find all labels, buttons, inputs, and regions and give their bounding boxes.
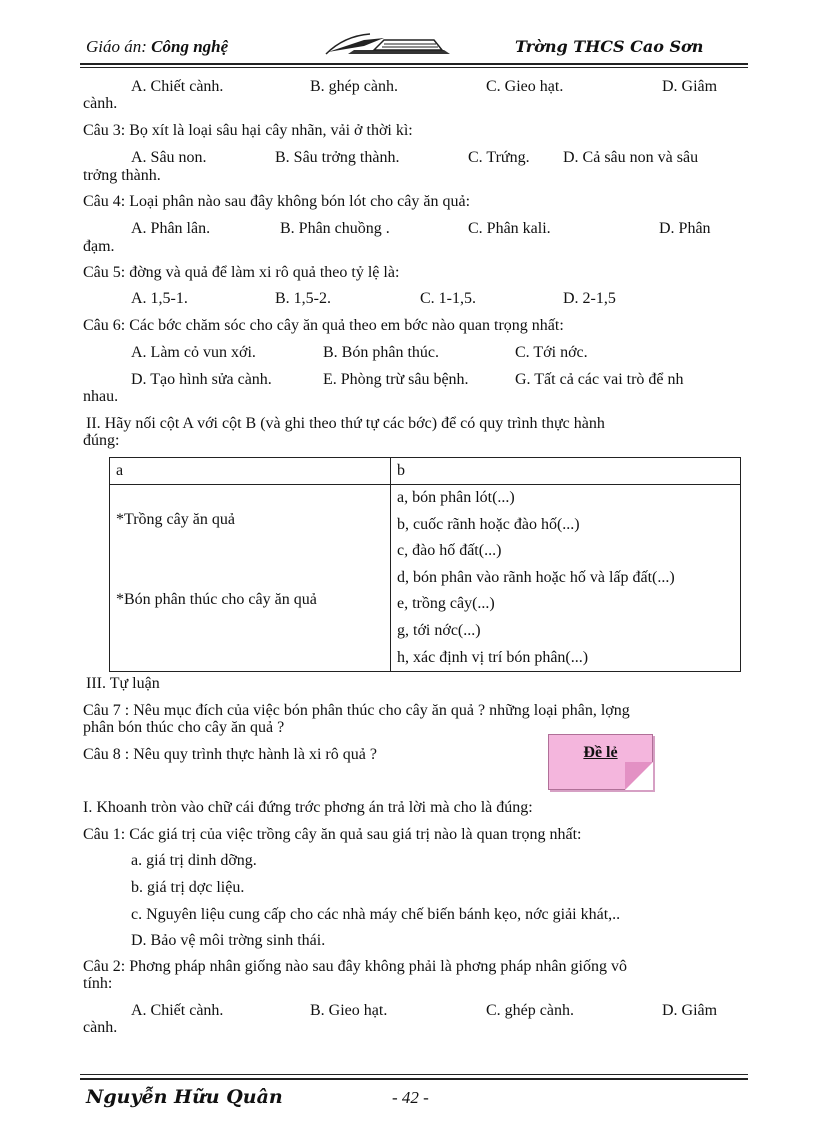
part1-q2-option-c: C. ghép cành. (486, 1002, 574, 1019)
part1-q2-stem-cont: tính: (83, 975, 113, 992)
q5-option-a: A. 1,5-1. (131, 290, 188, 307)
de-le-note (548, 734, 653, 790)
q5-stem: Câu 5: đờng và quả để làm xi rô quả theo tỷ lệ là: (83, 264, 400, 281)
header-rule (80, 63, 748, 65)
header-rule-thin (80, 67, 748, 68)
col-b-item-a: a, bón phân lót(...) (397, 489, 515, 506)
part1-q1-stem: Câu 1: Các giá trị của việc trồng cây ăn quả sau giá trị nào là quan trọng nhất: (83, 826, 582, 843)
q3-stem: Câu 3: Bọ xít là loại sâu hại cây nhãn, vải ở thời kì: (83, 122, 413, 139)
col-b-item-g: g, tới nớc(...) (397, 621, 481, 639)
header-left (86, 37, 228, 57)
header-label: Giáo án: (86, 37, 147, 56)
part1-q1-option-a: a. giá trị dinh dỡng. (131, 852, 257, 869)
section2-stem-cont: đúng: (83, 432, 120, 449)
q5-option-b: B. 1,5-2. (275, 290, 331, 307)
col-b-cell (391, 485, 741, 672)
q2-prev-option-a: A. Chiết cành. (131, 78, 224, 95)
q2-prev-option-d: D. Giâm (662, 78, 718, 95)
col-a-item-2: *Bón phân thúc cho cây ăn quả (116, 591, 317, 608)
q6-option-d: D. Tạo hình sửa cành. (131, 371, 272, 388)
part1-q1-option-b: b. giá trị dợc liệu. (131, 879, 245, 896)
q2-prev-option-d-cont: cành. (83, 95, 118, 112)
q3-option-b: B. Sâu trởng thành. (275, 149, 400, 166)
de-le-label: Đề lẻ (583, 744, 618, 761)
header-subject: Công nghệ (151, 37, 229, 56)
q2-prev-option-b: B. ghép cành. (310, 78, 398, 95)
q8-text: Câu 8 : Nêu quy trình thực hành là xi rô quả ? (83, 746, 377, 763)
part1-title: I. Khoanh tròn vào chữ cái đứng trớc phơng án trả lời mà cho là đúng: (83, 799, 533, 816)
footer-page-number: - 42 - (392, 1088, 429, 1107)
q6-option-g-cont: nhau. (83, 388, 119, 405)
col-b-item-b: b, cuốc rãnh hoặc đào hố(...) (397, 515, 580, 533)
q3-option-c: C. Trứng. (468, 149, 530, 166)
col-a-item-1: *Trồng cây ăn quả (116, 511, 235, 528)
q6-option-c: C. Tới nớc. (515, 344, 588, 361)
q7-text-cont: phân bón thúc cho cây ăn quả ? (83, 719, 285, 736)
matching-table (109, 457, 741, 672)
q7-text: Câu 7 : Nêu mục đích của việc bón phân thúc cho cây ăn quả ? những loại phân, lợng (83, 702, 630, 719)
q4-option-d-cont: đạm. (83, 238, 115, 255)
part1-q2-option-d: D. Giâm (662, 1002, 718, 1019)
part1-q1-option-d: D. Bảo vệ môi trờng sinh thái. (131, 932, 326, 949)
q5-option-d: D. 2-1,5 (563, 290, 616, 307)
q5-option-c: C. 1-1,5. (420, 290, 476, 307)
part1-q2-option-a: A. Chiết cành. (131, 1002, 224, 1019)
footer-author: Nguyễn Hữu Quân (86, 1086, 283, 1108)
q6-option-b: B. Bón phân thúc. (323, 344, 439, 361)
q3-option-d: D. Cả sâu non và sâu (563, 149, 699, 166)
part1-q2-option-d-cont: cành. (83, 1019, 118, 1036)
col-a-header: a (110, 458, 391, 485)
q6-stem: Câu 6: Các bớc chăm sóc cho cây ăn quả theo em bớc nào quan trọng nhất: (83, 317, 564, 334)
q4-option-b: B. Phân chuồng . (280, 220, 390, 237)
q4-stem: Câu 4: Loại phân nào sau đây không bón lót cho cây ăn quả: (83, 193, 471, 210)
col-b-item-h: h, xác định vị trí bón phân(...) (397, 648, 589, 666)
section3-title: III. Tự luận (86, 675, 160, 692)
col-b-item-c: c, đào hố đất(...) (397, 542, 502, 560)
q6-option-a: A. Làm cỏ vun xới. (131, 344, 256, 361)
q6-option-e: E. Phòng trừ sâu bệnh. (323, 371, 469, 388)
header-school: Trờng THCS Cao Sơn (515, 37, 704, 56)
col-a-cell (110, 485, 391, 672)
q2-prev-option-c: C. Gieo hạt. (486, 78, 564, 95)
footer-rule-thin (80, 1074, 748, 1075)
q3-option-a: A. Sâu non. (131, 149, 207, 166)
part1-q2-stem: Câu 2: Phơng pháp nhân giống nào sau đây không phải là phơng pháp nhân giống vô (83, 958, 627, 975)
q4-option-a: A. Phân lân. (131, 220, 211, 237)
col-b-item-d: d, bón phân vào rãnh hoặc hố và lấp đất(...) (397, 568, 675, 586)
part1-q2-option-b: B. Gieo hạt. (310, 1002, 388, 1019)
section2-stem: II. Hãy nối cột A với cột B (và ghi theo thứ tự các bớc) để có quy trình thực hành (86, 415, 605, 432)
col-b-header: b (391, 458, 741, 485)
note-fold-icon (625, 762, 653, 790)
q4-option-d: D. Phân (659, 220, 711, 237)
col-b-item-e: e, trồng cây(...) (397, 595, 495, 613)
q6-option-g: G. Tất cả các vai trò để nh (515, 371, 684, 388)
quill-book-icon (324, 32, 454, 58)
q4-option-c: C. Phân kali. (468, 220, 551, 237)
part1-q1-option-c: c. Nguyên liệu cung cấp cho các nhà máy chế biến bánh kẹo, nớc giải khát,.. (131, 906, 621, 923)
footer-rule (80, 1078, 748, 1080)
q3-option-d-cont: trởng thành. (83, 167, 161, 184)
